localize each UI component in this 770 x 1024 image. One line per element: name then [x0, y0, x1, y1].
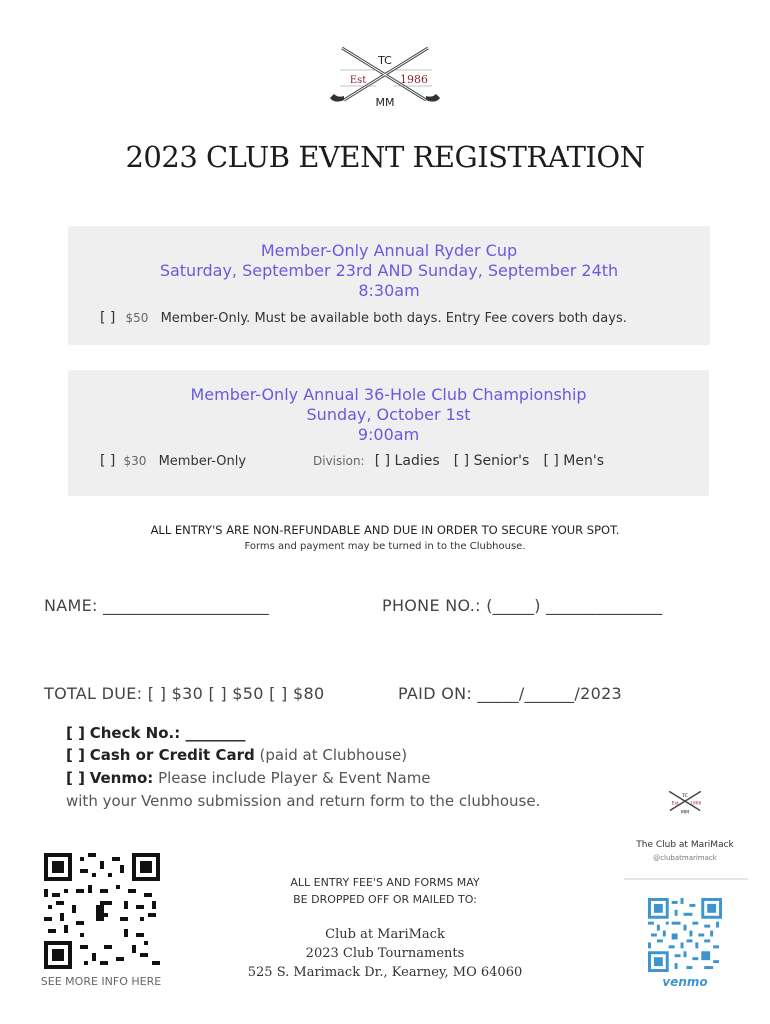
- turn-in-note: Forms and payment may be turned in to the Clubhouse.: [244, 541, 526, 552]
- dropoff-line-2: BE DROPPED OFF OR MAILED TO:: [293, 893, 477, 906]
- event-checkbox[interactable]: [ ]: [100, 310, 116, 326]
- division-seniors[interactable]: [ ] Senior's: [453, 453, 530, 469]
- venmo-handle: @clubatmarimack: [653, 854, 717, 862]
- check-checkbox[interactable]: [ ]: [66, 724, 85, 742]
- division-mens[interactable]: [ ] Men's: [543, 453, 605, 469]
- venmo-note-2: with your Venmo submission and return form to the clubhouse.: [66, 792, 541, 810]
- phone-field[interactable]: PHONE NO.: (_____) ______________: [382, 596, 663, 615]
- venmo-logo-bottom: MM: [680, 810, 690, 816]
- venmo-account-name: The Club at MariMack: [636, 840, 734, 850]
- division-ladies[interactable]: [ ] Ladies: [374, 453, 440, 469]
- venmo-brand: venmo: [662, 975, 708, 989]
- cash-checkbox[interactable]: [ ]: [66, 746, 85, 764]
- venmo-logo-top: TC: [682, 794, 688, 800]
- venmo-divider: [624, 878, 748, 880]
- total-due-field[interactable]: TOTAL DUE: [ ] $30 [ ] $50 [ ] $80: [44, 684, 325, 703]
- venmo-qr-code-icon[interactable]: [648, 898, 722, 972]
- event-checkbox[interactable]: [ ]: [100, 453, 116, 469]
- event-time: 8:30am: [358, 281, 420, 300]
- refund-notice: ALL ENTRY'S ARE NON-REFUNDABLE AND DUE IN ORDER TO SECURE YOUR SPOT.: [150, 523, 620, 537]
- address-line-2: 2023 Club Tournaments: [305, 946, 465, 961]
- payment-venmo: [66, 769, 431, 787]
- qr-code-icon[interactable]: [44, 853, 160, 969]
- dropoff-line-1: ALL ENTRY FEE'S AND FORMS MAY: [290, 876, 480, 889]
- logo-bottom-text: MM: [375, 96, 395, 109]
- venmo-note: Please include Player & Event Name: [158, 769, 431, 787]
- event-fee: $30: [123, 454, 147, 468]
- logo-top-text: TC: [378, 54, 392, 67]
- event-panel-ryder-cup: [68, 226, 710, 345]
- address-line-3: 525 S. Marimack Dr., Kearney, MO 64060: [247, 965, 523, 980]
- venmo-profile-logo: [664, 788, 706, 816]
- address-line-1: Club at MariMack: [325, 927, 445, 942]
- check-label: Check No.: ________: [89, 724, 246, 742]
- cash-paren: (paid at Clubhouse): [259, 746, 408, 764]
- venmo-label: Venmo:: [89, 769, 154, 787]
- event-time: 9:00am: [357, 425, 420, 444]
- venmo-logo-right: 1986: [690, 801, 702, 807]
- cash-label: Cash or Credit Card: [89, 746, 255, 764]
- event-note: Member-Only: [158, 454, 247, 469]
- venmo-logo-left: Est: [671, 801, 679, 807]
- event-name: Member-Only Annual 36-Hole Club Championship: [190, 385, 587, 404]
- qr-caption: SEE MORE INFO HERE: [40, 975, 162, 988]
- event-dates: Sunday, October 1st: [306, 405, 471, 424]
- paid-on-field[interactable]: PAID ON: _____/______/2023: [398, 684, 623, 703]
- event-name: Member-Only Annual Ryder Cup: [260, 241, 518, 260]
- club-logo: [328, 42, 442, 112]
- event-note: Member-Only. Must be available both days. Entry Fee covers both days.: [160, 311, 627, 326]
- division-label: Division:: [313, 454, 365, 468]
- page-title: 2023 CLUB EVENT REGISTRATION: [125, 140, 645, 174]
- logo-right-text: 1986: [400, 73, 428, 86]
- venmo-checkbox[interactable]: [ ]: [66, 769, 85, 787]
- event-fee: $50: [125, 311, 149, 325]
- event-dates: Saturday, September 23rd AND Sunday, September 24th: [159, 261, 619, 280]
- event-panel-club-championship: [68, 370, 709, 496]
- payment-cash: [66, 746, 407, 764]
- name-field[interactable]: NAME: ____________________: [44, 596, 270, 615]
- payment-check: [66, 724, 245, 742]
- logo-left-text: Est: [349, 75, 367, 86]
